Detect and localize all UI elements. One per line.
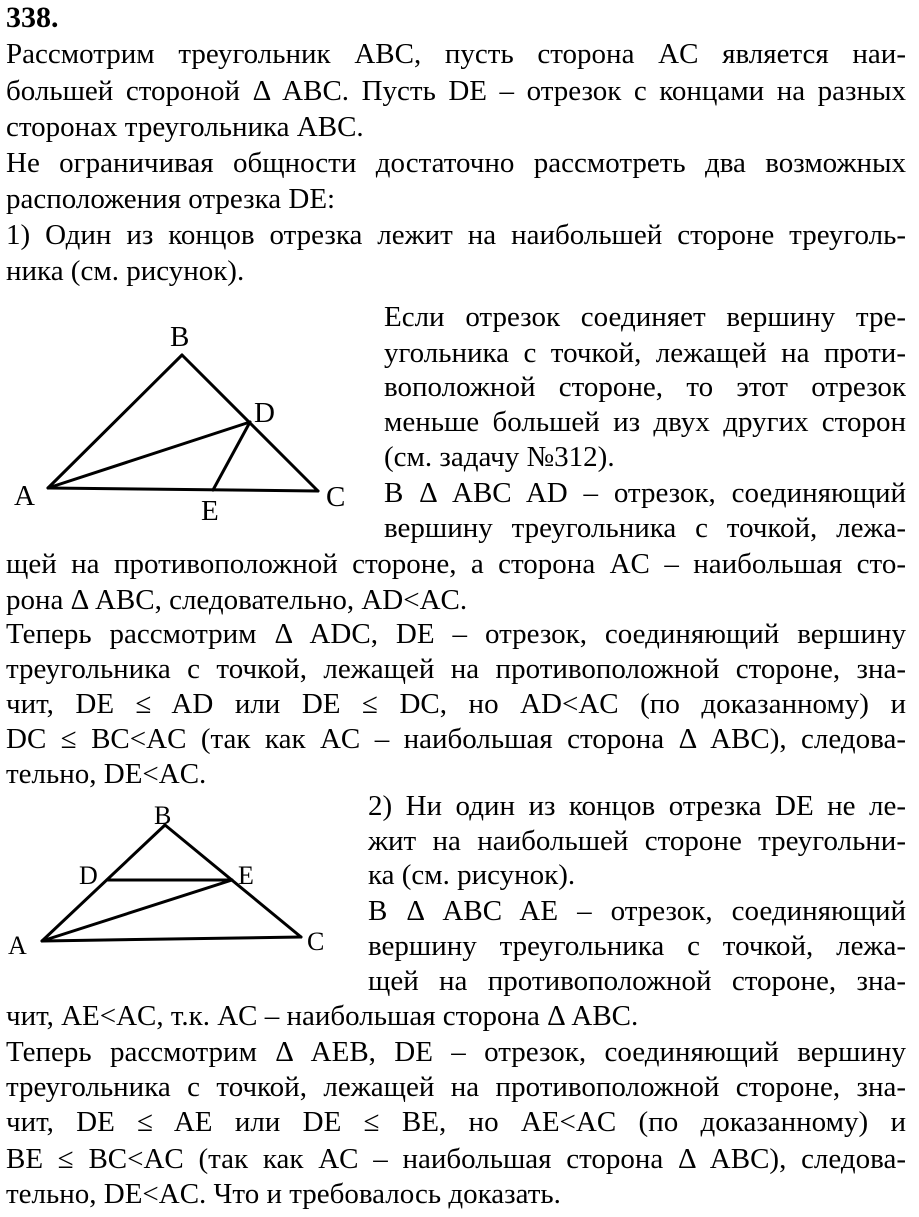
case1-line-4: треугольника с точкой, лежащей на противоположной стороне, зна- <box>6 653 906 685</box>
fig1-label-b: B <box>170 321 190 353</box>
case1-line-7: тельно, DE<AC. <box>6 758 207 790</box>
case2-side-line-4: В Δ ABC AE – отрезок, соединяющий <box>368 895 906 927</box>
intro-line-7: ника (см. рисунок). <box>6 255 245 287</box>
case1-side-line-6: В Δ ABC AD – отрезок, соединяющий <box>384 477 906 509</box>
fig2-side-ac <box>42 937 301 941</box>
fig2-label-c: C <box>307 927 325 956</box>
case2-side-line-6: щей на противоположной стороне, зна- <box>368 965 906 997</box>
intro-line-5: расположения отрезка DE: <box>6 183 336 215</box>
case1-line-3: Теперь рассмотрим Δ ADC, DE – отрезок, соединяющий вершину <box>6 618 906 650</box>
fig1-label-e: E <box>201 495 219 527</box>
case1-side-line-7: вершину треугольника с точкой, лежа- <box>384 512 906 544</box>
fig1-label-c: C <box>326 481 346 513</box>
figure-1-triangle <box>0 315 370 530</box>
fig1-label-d: D <box>254 397 275 429</box>
case1-line-1: щей на противоположной стороне, а сторона AC – наибольшая сто- <box>6 548 906 580</box>
case1-side-line-1: Если отрезок соединяет вершину тре- <box>384 301 906 333</box>
case2-line-1: чит, AE<AC, т.к. AC – наибольшая сторона Δ ABC. <box>6 1000 639 1032</box>
figure-2-triangle <box>0 795 360 970</box>
case2-line-3: треугольника с точкой, лежащей на противоположной стороне, зна- <box>6 1071 906 1103</box>
case1-side-line-5: (см. задачу №312). <box>384 441 615 473</box>
intro-line-1: Рассмотрим треугольник ABC, пусть сторона AC является наи- <box>6 38 906 70</box>
case1-line-5: чит, DE ≤ AD или DE ≤ DC, но AD<AC (по доказанному) и <box>6 688 906 720</box>
problem-number: 338. <box>6 1 59 34</box>
case2-side-line-5: вершину треугольника с точкой, лежа- <box>368 930 906 962</box>
fig1-label-a: A <box>14 480 35 512</box>
fig2-label-a: A <box>8 931 27 960</box>
case1-line-2: рона Δ ABC, следовательно, AD<AC. <box>6 584 468 616</box>
case2-side-line-3: ка (см. рисунок). <box>368 859 576 891</box>
fig1-side-ac <box>48 488 318 491</box>
intro-line-4: Не ограничивая общности достаточно рассмотреть два возможных <box>6 147 906 179</box>
case2-line-5: BE ≤ BC<AC (так как AC – наибольшая сторона Δ ABC), следова- <box>6 1143 906 1175</box>
fig2-label-b: B <box>154 801 172 830</box>
case2-line-2: Теперь рассмотрим Δ AEB, DE – отрезок, соединяющий вершину <box>6 1036 906 1068</box>
fig2-label-e: E <box>238 861 254 890</box>
case1-side-line-4: меньше большей из двух других сторон <box>384 406 906 438</box>
case1-side-line-2: угольника с точкой, лежащей на проти- <box>384 337 906 369</box>
case2-line-4: чит, DE ≤ AE или DE ≤ BE, но AE<AC (по доказанному) и <box>6 1106 906 1138</box>
case2-side-line-1: 2) Ни один из концов отрезка DE не ле- <box>368 790 906 822</box>
fig2-segment-ae <box>42 880 232 941</box>
fig2-label-d: D <box>79 861 98 890</box>
case1-side-line-3: воположной стороне, то этот отрезок <box>384 371 906 403</box>
intro-line-3: сторонах треугольника ABC. <box>6 111 364 143</box>
case2-line-6: тельно, DE<AC. Что и требовалось доказать. <box>6 1178 561 1210</box>
intro-line-6: 1) Один из концов отрезка лежит на наибольшей стороне треуголь- <box>6 219 906 251</box>
fig2-side-ab <box>42 825 165 941</box>
case1-line-6: DC ≤ BC<AC (так как AC – наибольшая сторона Δ ABC), следова- <box>6 723 906 755</box>
case2-side-line-2: жит на наибольшей стороне треугольни- <box>368 825 906 857</box>
fig1-side-ab <box>48 355 182 488</box>
intro-line-2: большей стороной Δ ABC. Пусть DE – отрезок с концами на разных <box>6 75 906 107</box>
